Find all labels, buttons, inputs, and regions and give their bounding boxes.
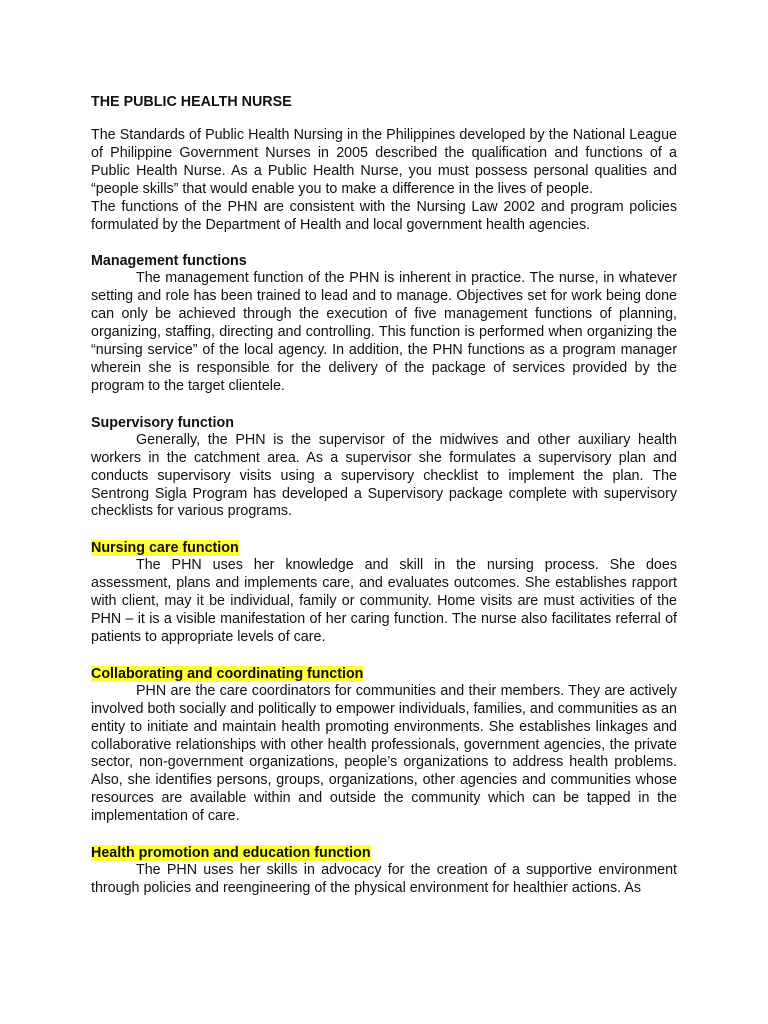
- section-nursing-care: [91, 539, 677, 647]
- spacer: [91, 396, 677, 414]
- section-management: [91, 252, 677, 395]
- section-body-collaborating: PHN are the care coordinators for communities and their members. They are actively involved both socially and politically to empower individuals, families, and communities as an entity to initiate and maintain health promoting environments. She establishes linkages and collaborative relationships with other health professionals, government agencies, the private sector, non-government organizations, people’s organizations to address health problems. Also, she identifies persons, groups, organizations, other agencies and communities whose resources are available within and outside the community which can be tapped in the implementation of care.: [91, 682, 677, 825]
- section-supervisory: [91, 414, 677, 522]
- section-heading-management: Management functions: [91, 253, 247, 270]
- section-collaborating: [91, 665, 677, 826]
- section-heading-health-promotion: Health promotion and education function: [91, 845, 371, 862]
- intro-paragraph-1: The Standards of Public Health Nursing in the Philippines developed by the National League of Philippine Government Nurses in 2005 described the qualification and functions of a Public Health Nurse. As a Public Health Nurse, you must possess personal qualities and “people skills” that would enable you to make a difference in the lives of people.: [91, 127, 677, 197]
- section-heading-collaborating: Collaborating and coordinating function: [91, 665, 364, 682]
- section-body-management: The management function of the PHN is inherent in practice. The nurse, in whatever setting and role has been trained to lead and to manage. Objectives set for work being done can only be achieved through the execution of five management functions of planning, organizing, staffing, directing and controlling. This function is performed when organizing the “nursing service” of the local agency. In addition, the PHN functions as a program manager wherein she is responsible for the delivery of the package of services provided by the program to the target clientele.: [91, 270, 677, 394]
- section-body-health-promotion: The PHN uses her skills in advocacy for the creation of a supportive environment through policies and reengineering of the physical environment for healthier actions. As: [91, 862, 677, 896]
- document-title: THE PUBLIC HEALTH NURSE: [91, 94, 292, 110]
- section-heading-nursing-care: Nursing care function: [91, 540, 239, 557]
- section-body-nursing-care: The PHN uses her knowledge and skill in the nursing process. She does assessment, plans and implements care, and evaluates outcomes. She establishes rapport with client, may it be individual, family or community. Home visits are must activities of the PHN – it is a visible manifestation of her caring function. The nurse also facilitates referral of patients to appropriate levels of care.: [91, 557, 677, 645]
- section-body-supervisory: Generally, the PHN is the supervisor of the midwives and other auxiliary health workers in the catchment area. As a supervisor she formulates a supervisory plan and conducts supervisory visits using a supervisory checklist to implement the plan. The Sentrong Sigla Program has developed a Supervisory package complete with supervisory checklists for various programs.: [91, 431, 677, 520]
- spacer: [91, 234, 677, 252]
- spacer: [91, 826, 677, 844]
- section-heading-supervisory: Supervisory function: [91, 414, 234, 431]
- document-page: [91, 93, 677, 898]
- spacer: [91, 521, 677, 539]
- spacer: [91, 647, 677, 665]
- section-health-promotion: [91, 844, 677, 898]
- intro-paragraph-2: The functions of the PHN are consistent with the Nursing Law 2002 and program policies formulated by the Department of Health and local government health agencies.: [91, 198, 677, 233]
